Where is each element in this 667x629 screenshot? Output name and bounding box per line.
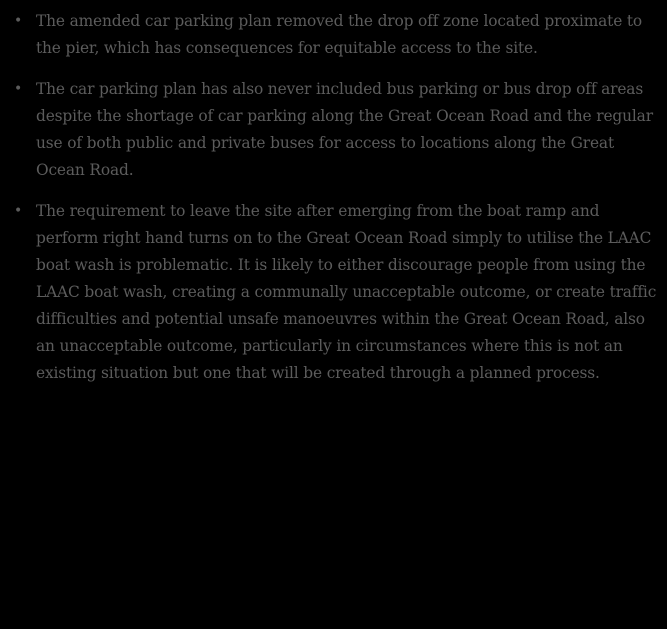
bullet-icon: • xyxy=(14,81,23,97)
list-item-text: The car parking plan has also never included bus parking or bus drop off areas despite the shortage of car parking along the Great Ocean Road and the regular use of both public and private buses for access to locations along the Great Ocean Road. xyxy=(36,80,653,179)
bullet-icon: • xyxy=(14,203,23,219)
list-item-text: The requirement to leave the site after emerging from the boat ramp and perform right hand turns on to the Great Ocean Road simply to utilise the LAAC boat wash is problematic. It is likely to either discourage people from using the LAAC boat wash, creating a communally unacceptable outcome, or create traffic difficulties and potential unsafe manoeuvres within the Great Ocean Road, also an unacceptable outcome, particularly in circumstances where this is not an existing situation but one that will be created through a planned process. xyxy=(36,202,657,382)
list-item-text: The amended car parking plan removed the drop off zone located proximate to the pier, which has consequences for equitable access to the site. xyxy=(36,12,643,57)
list-item xyxy=(0,8,667,62)
list-item xyxy=(0,198,667,387)
bullet-icon: • xyxy=(14,13,23,29)
list-item xyxy=(0,76,667,184)
